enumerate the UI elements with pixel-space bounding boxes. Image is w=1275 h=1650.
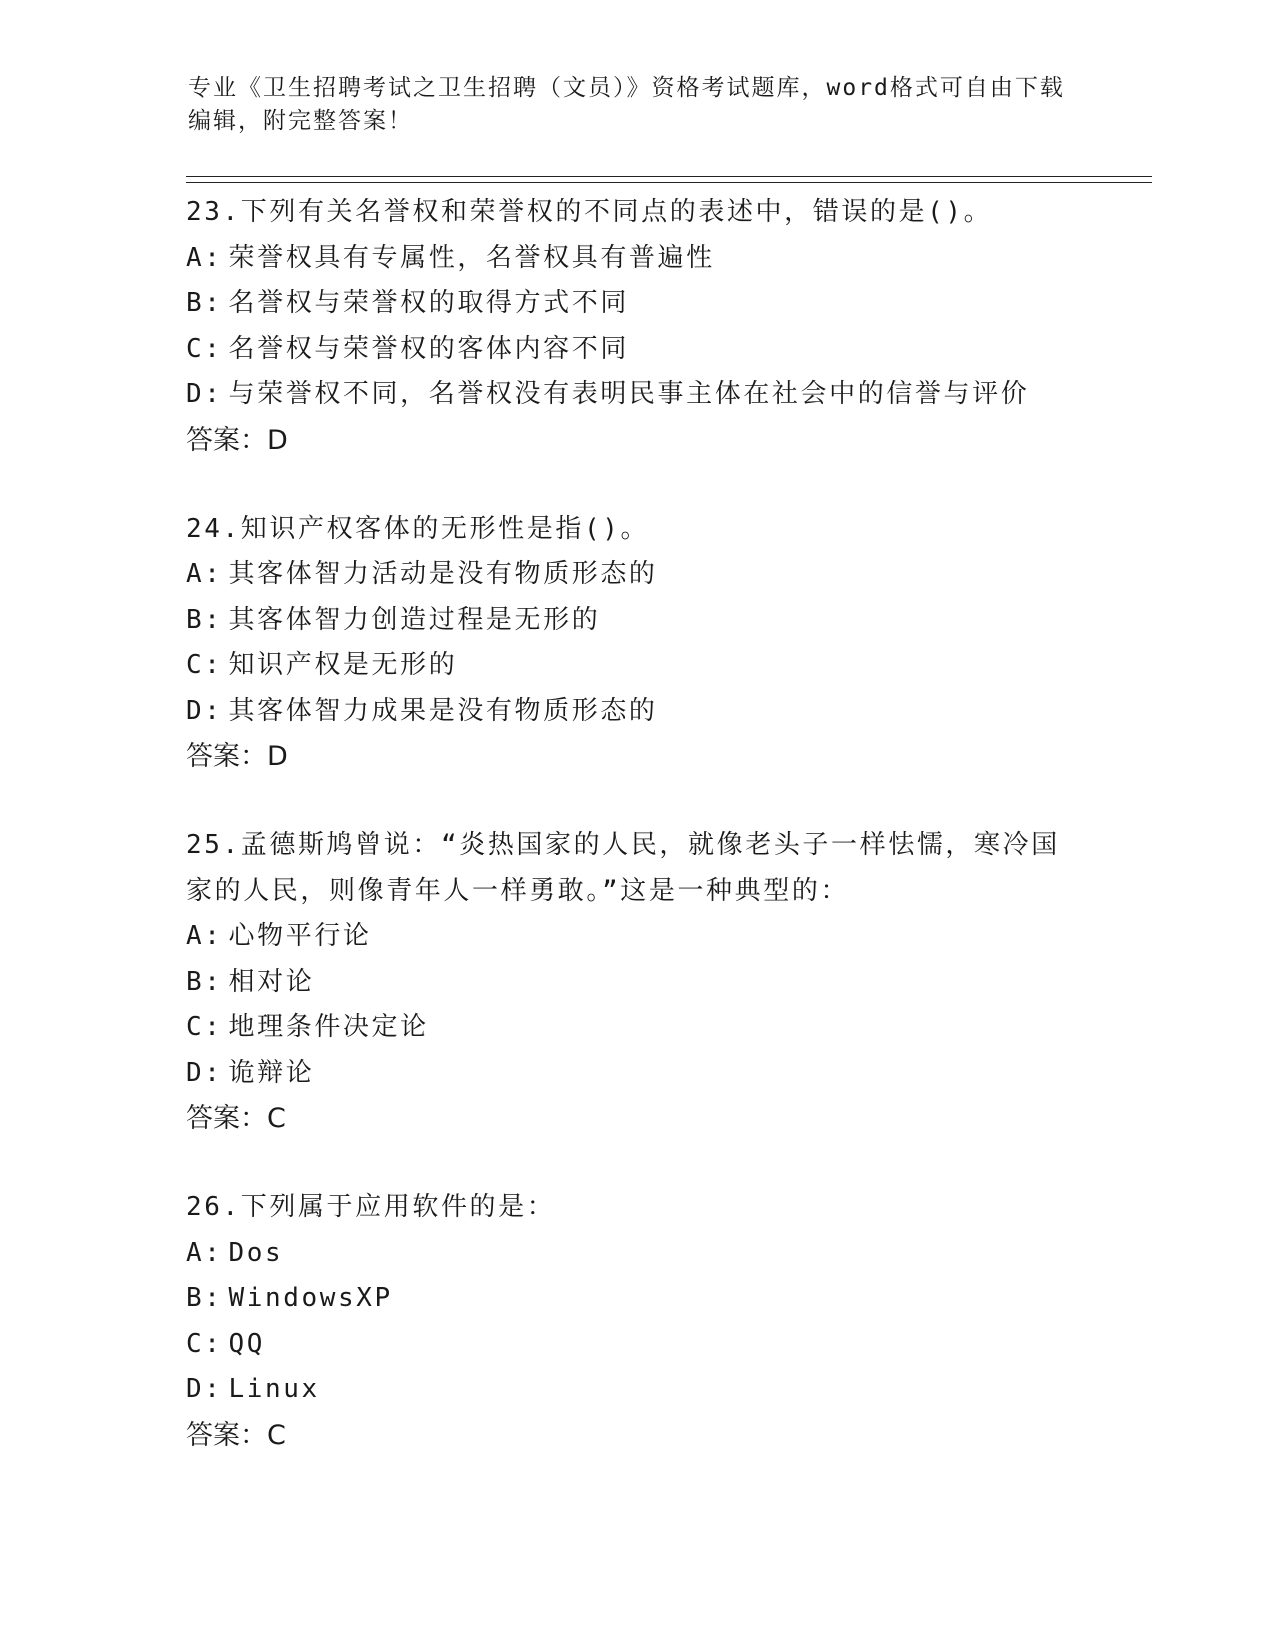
answer-value: D <box>267 741 288 772</box>
header-divider-bottom <box>186 182 1152 183</box>
question-stem: 26.下列属于应用软件的是： <box>186 1192 556 1222</box>
option-text: 荣誉权具有专属性，名誉权具有普遍性 <box>228 242 715 273</box>
option-text: WindowsXP <box>228 1283 393 1313</box>
option-letter: B: <box>186 1283 223 1313</box>
answer-option <box>186 1322 1086 1368</box>
answer-option <box>186 960 1086 1006</box>
answer-line <box>186 1413 1086 1459</box>
answer-value: D <box>267 424 288 456</box>
option-text: 名誉权与荣誉权的取得方式不同 <box>228 288 629 318</box>
question-item <box>186 507 1086 781</box>
question-list <box>186 190 1086 1502</box>
answer-option <box>186 372 1086 418</box>
answer-option <box>186 1051 1086 1097</box>
option-letter: D: <box>186 1057 223 1088</box>
answer-option <box>186 281 1086 327</box>
document-header <box>188 72 1088 138</box>
option-letter: D: <box>186 695 223 726</box>
header-line-1: 专业《卫生招聘考试之卫生招聘（文员）》资格考试题库，word格式可自由下载 <box>188 75 1065 101</box>
option-text: 心物平行论 <box>228 921 372 951</box>
question-item <box>186 823 1086 1142</box>
answer-option <box>186 1276 1086 1322</box>
option-letter: C: <box>186 1012 223 1042</box>
answer-option <box>186 1367 1086 1413</box>
answer-option <box>186 236 1086 282</box>
option-letter: B: <box>186 604 223 635</box>
option-text: 知识产权是无形的 <box>228 650 458 680</box>
header-line-2: 编辑，附完整答案！ <box>188 108 413 134</box>
question-stem: 25.孟德斯鸠曾说：“炎热国家的人民，就像老头子一样怯懦，寒冷国 <box>186 830 1060 860</box>
option-letter: A: <box>186 242 223 273</box>
option-letter: B: <box>186 966 223 997</box>
option-text: 地理条件决定论 <box>228 1012 429 1042</box>
answer-option <box>186 689 1086 735</box>
header-divider-top <box>186 176 1152 177</box>
option-text: 其客体智力创造过程是无形的 <box>228 604 601 635</box>
answer-option <box>186 1231 1086 1277</box>
option-letter: C: <box>186 333 223 364</box>
option-letter: C: <box>186 1328 223 1359</box>
option-text: 其客体智力成果是没有物质形态的 <box>228 695 658 726</box>
option-letter: B: <box>186 288 223 318</box>
option-letter: C: <box>186 650 223 680</box>
question-stem: 23.下列有关名誉权和荣誉权的不同点的表述中，错误的是()。 <box>186 197 993 227</box>
answer-option <box>186 327 1086 373</box>
option-letter: A: <box>186 559 223 589</box>
answer-label: 答案： <box>186 1103 267 1134</box>
option-letter: D: <box>186 1374 223 1404</box>
answer-option <box>186 598 1086 644</box>
answer-value: C <box>267 1419 286 1451</box>
answer-line <box>186 734 1086 780</box>
option-text: Dos <box>228 1237 284 1268</box>
option-text: 诡辩论 <box>228 1057 315 1088</box>
option-text: Linux <box>228 1374 320 1404</box>
answer-option <box>186 1005 1086 1051</box>
question-stem: 家的人民，则像青年人一样勇敢。”这是一种典型的： <box>186 875 850 906</box>
option-text: QQ <box>228 1328 266 1359</box>
answer-label: 答案： <box>186 424 267 456</box>
option-text: 其客体智力活动是没有物质形态的 <box>228 559 658 589</box>
answer-line <box>186 1096 1086 1142</box>
answer-label: 答案： <box>186 1419 267 1451</box>
answer-line <box>186 418 1086 464</box>
option-letter: A: <box>186 1237 223 1268</box>
question-item <box>186 190 1086 464</box>
answer-option <box>186 914 1086 960</box>
question-stem: 24.知识产权客体的无形性是指()。 <box>186 513 650 544</box>
option-text: 相对论 <box>228 966 315 997</box>
option-letter: A: <box>186 921 223 951</box>
option-letter: D: <box>186 379 223 409</box>
answer-option <box>186 552 1086 598</box>
option-text: 与荣誉权不同，名誉权没有表明民事主体在社会中的信誉与评价 <box>228 379 1030 409</box>
question-item <box>186 1185 1086 1459</box>
answer-option <box>186 643 1086 689</box>
option-text: 名誉权与荣誉权的客体内容不同 <box>228 333 629 364</box>
answer-value: C <box>267 1103 286 1134</box>
answer-label: 答案： <box>186 741 267 772</box>
